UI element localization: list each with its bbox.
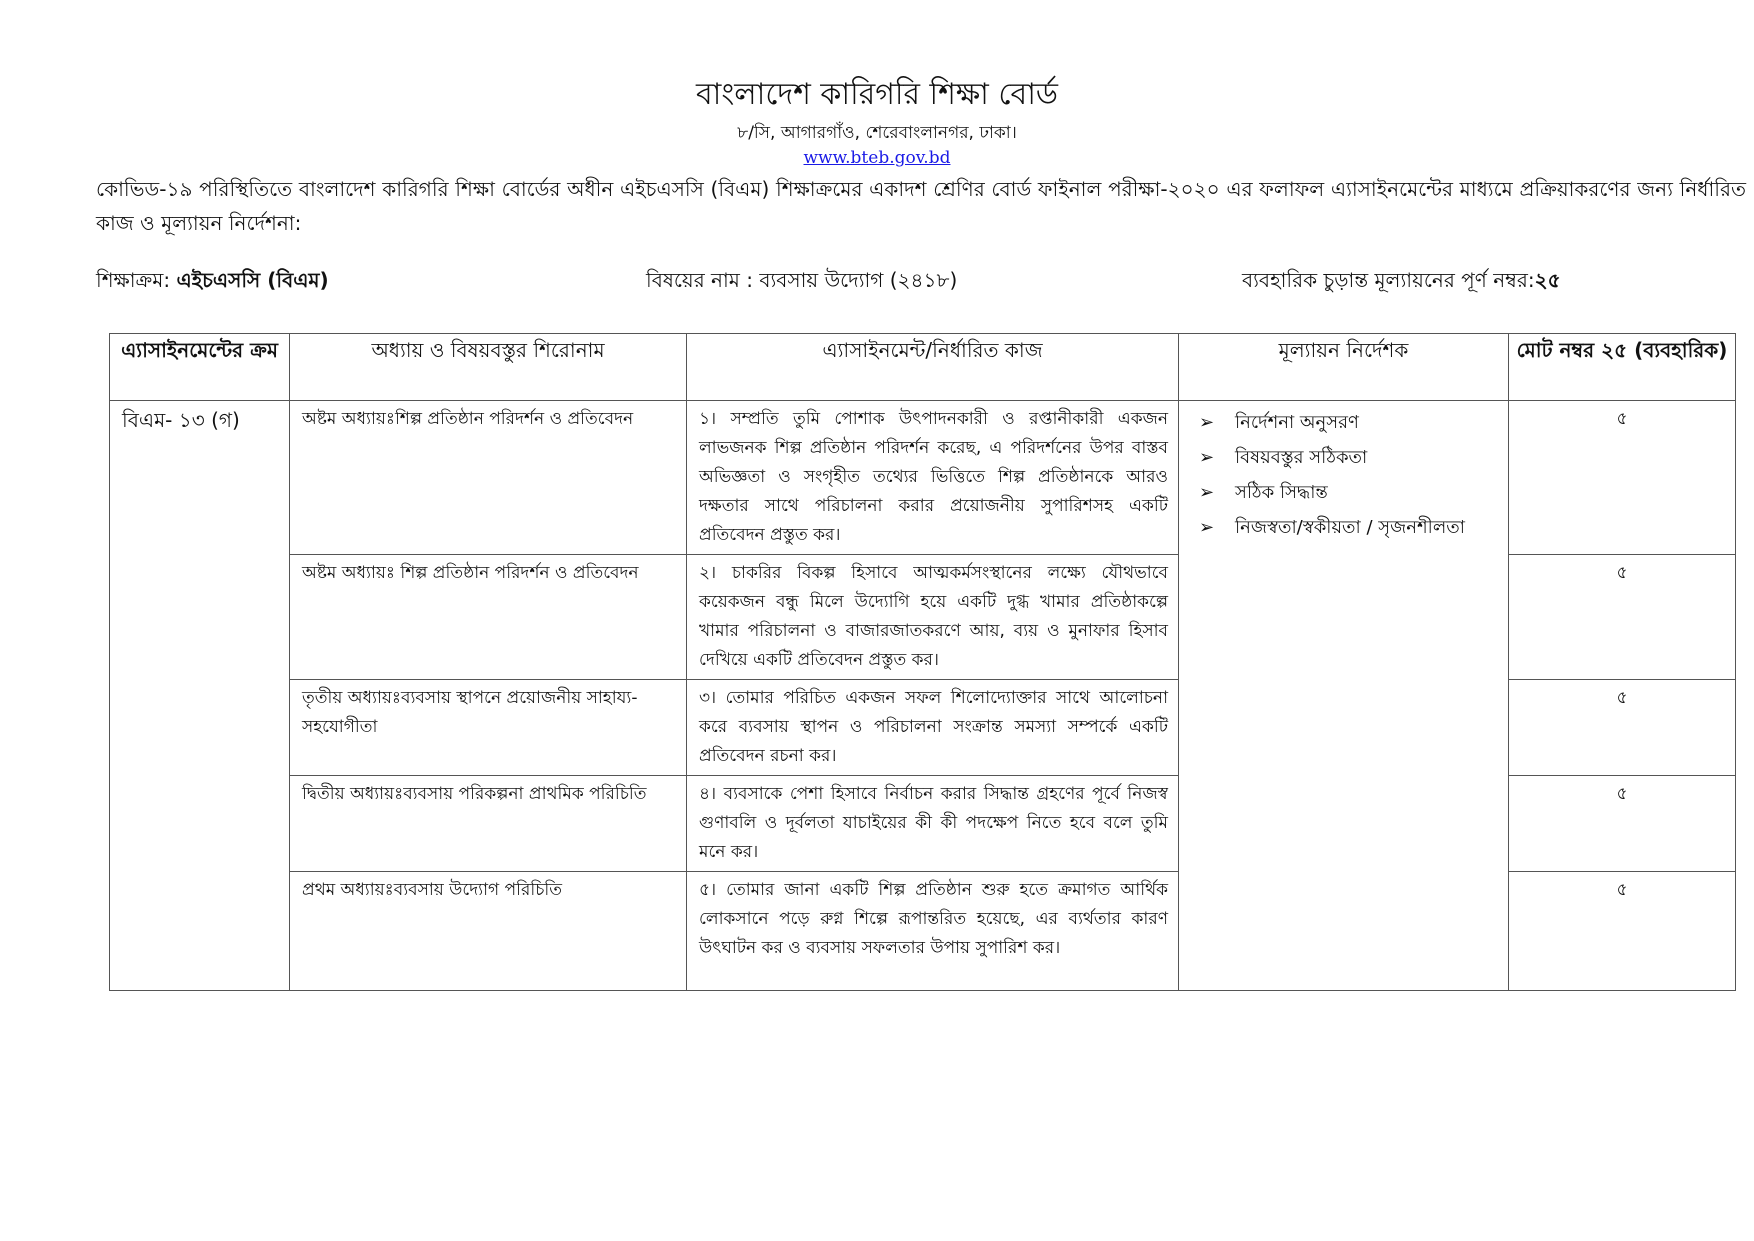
board-title: বাংলাদেশ কারিগরি শিক্ষা বোর্ড <box>695 77 1059 112</box>
arrow-bullet-icon: ➢ <box>1199 517 1215 538</box>
full-marks-label: ব্যবহারিক চুড়ান্ত মূল্যায়নের পূর্ণ নম্বর: <box>1242 268 1535 292</box>
header-criteria: মূল্যায়ন নির্দেশক <box>1179 334 1509 401</box>
task-cell: ৩। তোমার পরিচিত একজন সফল শিলোদ্যোক্তার সাথে আলোচনা করে ব্যবসায় স্থাপন ও পরিচালনা সংক্রান্ত সমস্যা সম্পর্কে একটি প্রতিবেদন রচনা কর। <box>687 680 1179 776</box>
table-header-row <box>110 334 1736 401</box>
list-item: ➢ নির্দেশনা অনুসরণ <box>1199 405 1498 440</box>
board-address: ৮/সি, আগারগাঁও, শেরেবাংলানগর, ঢাকা। <box>737 123 1017 143</box>
task-cell: ৫। তোমার জানা একটি শিল্প প্রতিষ্ঠান শুরু হতে ক্রমাগত আর্থিক লোকসানে পড়ে রুগ্ন শিল্পে রূপান্তরিত হয়েছে, এর ব্যর্থতার কারণ উৎঘাটন কর ও ব্যবসায় সফলতার উপায় সুপারিশ কর। <box>687 872 1179 991</box>
header-chapter: অধ্যায় ও বিষয়বস্তুর শিরোনাম <box>290 334 687 401</box>
header-task: এ্যাসাইনমেন্ট/নির্ধারিত কাজ <box>687 334 1179 401</box>
task-cell: ২। চাকরির বিকল্প হিসাবে আত্মকর্মসংস্থানের লক্ষ্যে যৌথভাবে কয়েকজন বন্ধু মিলে উদ্যোগি হয়ে একটি দুগ্ধ খামার প্রতিষ্ঠাকল্পে খামার পরিচালনা ও বাজারজাতকরণে আয়, ব্যয় ও মুনাফার হিসাব দেখিয়ে একটি প্রতিবেদন প্রস্তুত কর। <box>687 555 1179 680</box>
full-marks-info <box>1242 264 1561 296</box>
marks-cell: ৫ <box>1509 776 1736 872</box>
arrow-bullet-icon: ➢ <box>1199 412 1215 433</box>
assignment-seq: বিএম- ১৩ (গ) <box>110 401 290 991</box>
task-cell: ১। সম্প্রতি তুমি পোশাক উৎপাদনকারী ও রপ্তানীকারী একজন লাভজনক শিল্প প্রতিষ্ঠান পরিদর্শন করেছ, এ পরিদর্শনের উপর বাস্তব অভিজ্ঞতা ও সংগৃহীত তথ্যের ভিত্তিতে শিল্প প্রতিষ্ঠানকে আরও দক্ষতার সাথে পরিচালনা করার প্রয়োজনীয় সুপারিশসহ একটি প্রতিবেদন প্রস্তুত কর। <box>687 401 1179 555</box>
table-row <box>110 401 1736 555</box>
chapter-cell: দ্বিতীয় অধ্যায়ঃব্যবসায় পরিকল্পনা প্রাথমিক পরিচিতি <box>290 776 687 872</box>
full-marks-value: ২৫ <box>1534 268 1561 292</box>
criteria-cell <box>1179 401 1509 991</box>
header-seq: এ্যাসাইনমেন্টের ক্রম <box>110 334 290 401</box>
website-link[interactable]: www.bteb.gov.bd <box>803 148 951 168</box>
list-item: ➢ বিষয়বস্তুর সঠিকতা <box>1199 440 1498 475</box>
curriculum-value: এইচএসসি (বিএম) <box>176 268 329 292</box>
curriculum-label: শিক্ষাক্রম: <box>96 268 177 292</box>
chapter-cell: তৃতীয় অধ্যায়ঃব্যবসায় স্থাপনে প্রয়োজনীয় সাহায্য-সহযোগীতা <box>290 680 687 776</box>
marks-cell: ৫ <box>1509 680 1736 776</box>
task-cell: ৪। ব্যবসাকে পেশা হিসাবে নির্বাচন করার সিদ্ধান্ত গ্রহণের পূর্বে নিজস্ব গুণাবলি ও দূর্বলতা যাচাইয়ের কী কী পদক্ষেপ নিতে হবে বলে তুমি মনে কর। <box>687 776 1179 872</box>
chapter-cell: অষ্টম অধ্যায়ঃ শিল্প প্রতিষ্ঠান পরিদর্শন ও প্রতিবেদন <box>290 555 687 680</box>
subject-name: বিষয়ের নাম : ব্যবসায় উদ্যোগ (২৪১৮) <box>646 268 958 292</box>
chapter-cell: অষ্টম অধ্যায়ঃশিল্প প্রতিষ্ঠান পরিদর্শন ও প্রতিবেদন <box>290 401 687 555</box>
list-item: ➢ নিজস্বতা/স্বকীয়তা / সৃজনশীলতা <box>1199 510 1498 545</box>
header-marks: মোট নম্বর ২৫ (ব্যবহারিক) <box>1509 334 1736 401</box>
chapter-cell: প্রথম অধ্যায়ঃব্যবসায় উদ্যোগ পরিচিতি <box>290 872 687 991</box>
arrow-bullet-icon: ➢ <box>1199 482 1215 503</box>
course-meta <box>0 264 1754 296</box>
marks-cell: ৫ <box>1509 555 1736 680</box>
list-item: ➢ সঠিক সিদ্ধান্ত <box>1199 475 1498 510</box>
intro-paragraph: কোভিড-১৯ পরিস্থিতিতে বাংলাদেশ কারিগরি শিক্ষা বোর্ডের অধীন এইচএসসি (বিএম) শিক্ষাক্রমের একাদশ শ্রেণির বোর্ড ফাইনাল পরীক্ষা-২০২০ এর ফলাফল এ্যাসাইনমেন্টের মাধ্যমে প্রক্রিয়াকরণের জন্য নির্ধারিত কাজ ও মূল্যায়ন নির্দেশনা: <box>96 177 1746 235</box>
arrow-bullet-icon: ➢ <box>1199 447 1215 468</box>
criteria-list <box>1199 405 1498 545</box>
marks-cell: ৫ <box>1509 401 1736 555</box>
curriculum-info <box>96 264 329 296</box>
marks-cell: ৫ <box>1509 872 1736 991</box>
assignment-table <box>109 333 1736 991</box>
